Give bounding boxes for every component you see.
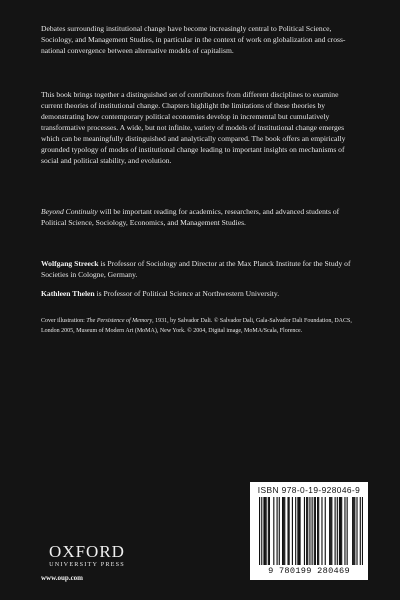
barcode-bar <box>297 497 298 565</box>
barcode-bar <box>344 497 345 565</box>
barcode-bar <box>284 497 285 565</box>
barcode-bar <box>264 497 265 565</box>
barcode-bar <box>330 497 331 565</box>
barcode-bar <box>287 497 288 565</box>
barcode-bar <box>268 497 269 565</box>
barcode-bar <box>279 497 280 565</box>
blurb-paragraph-2: This book brings together a distinguished set of contributors from different disciplines to examine current theories of institutional change. Chapters highlight the limitations of these theories by demonstrating how contemporary political economies develop in incremental but cumulatively transformative processes. A wide, but not infinite, variety of models of institutional change emerges which can be meaningfully distinguished and analytically compared. The book offers an empirically grounded typology of modes of institutional change leading to important insights on mechanisms of social and political stability, and evolution. <box>41 90 346 165</box>
credit-prefix: Cover illustration: <box>41 318 87 324</box>
barcode-bar <box>259 497 260 565</box>
barcode-bar <box>298 497 299 565</box>
author-bio-text-2: is Professor of Political Science at Northwestern University. <box>94 289 280 298</box>
barcode-bar <box>269 497 270 565</box>
barcode-bar <box>337 497 338 565</box>
barcode-bar <box>362 497 363 565</box>
credit-artwork: The Persistence of Memory <box>86 318 153 324</box>
barcode-bar <box>292 497 293 565</box>
barcode-bar <box>325 497 326 565</box>
author-bio-2 <box>41 288 361 299</box>
barcode-bar <box>317 497 318 565</box>
barcode-bar <box>360 497 361 565</box>
isbn-barcode <box>250 482 368 580</box>
barcode-bar <box>312 497 313 565</box>
barcode-bar <box>277 497 278 565</box>
barcode-bar <box>341 497 342 565</box>
barcode-bar <box>261 497 262 565</box>
barcode-bar <box>340 497 341 565</box>
blurb-paragraph-1: Debates surrounding institutional change have become increasingly central to Political Science, Sociology, and Management Studies, in particular in the context of work on globalization and cross-national convergence between alternative models of capitalism. <box>41 24 346 55</box>
barcode-bar <box>347 497 348 565</box>
barcode-bar <box>315 497 316 565</box>
author-bio-1 <box>41 258 361 280</box>
isbn-label: ISBN 978-0-19-928046-9 <box>257 485 361 495</box>
barcode-bar <box>266 497 267 565</box>
book-title: Beyond Continuity <box>41 207 98 216</box>
barcode-bars <box>259 497 363 565</box>
credit-rest: , 1931, by Salvador Dali. © Salvador Dali, Gala-Salvador Dali Foundation, DACS, London 2005, Museum of Modern Art (MoMA), New York. © 2004, Digital image, MoMA/Scala, Florence. <box>41 318 352 334</box>
author-bio-text-1: is Professor of Sociology and Director at the Max Planck Institute for the Study of Societies in Cologne, Germany. <box>41 259 351 279</box>
barcode-bar <box>295 497 296 565</box>
readership-paragraph <box>41 206 361 228</box>
barcode-bar <box>289 497 290 565</box>
barcode-bar <box>318 497 319 565</box>
barcode-bar <box>352 497 353 565</box>
readership-text: will be important reading for academics, researchers, and advanced students of Political Science, Sociology, Economics, and Management Studies. <box>41 207 340 227</box>
barcode-digits: 9 780199 280469 <box>268 566 350 576</box>
barcode-bar <box>335 497 336 565</box>
publisher-subtitle: UNIVERSITY PRESS <box>49 561 125 568</box>
barcode-bar <box>353 497 354 565</box>
author-name-1: Wolfgang Streeck <box>41 259 99 268</box>
barcode-bar <box>300 497 301 565</box>
barcode-bar <box>273 497 274 565</box>
publisher-logo <box>41 543 133 569</box>
barcode-bar <box>314 497 315 565</box>
barcode-bar <box>309 497 310 565</box>
barcode-bar <box>329 497 330 565</box>
barcode-bar <box>263 497 264 565</box>
barcode-bar <box>356 497 357 565</box>
barcode-bar <box>354 497 355 565</box>
barcode-bar <box>282 497 283 565</box>
barcode-bar <box>331 497 332 565</box>
publisher-name: OXFORD <box>49 542 125 561</box>
author-name-2: Kathleen Thelen <box>41 289 95 298</box>
cover-illustration-credit <box>41 317 361 336</box>
barcode-bar <box>339 497 340 565</box>
barcode-bar <box>321 497 322 565</box>
barcode-bar <box>304 497 305 565</box>
barcode-bar <box>307 497 308 565</box>
publisher-url: www.oup.com <box>41 574 84 582</box>
barcode-bar <box>306 497 307 565</box>
barcode-bar <box>283 497 284 565</box>
